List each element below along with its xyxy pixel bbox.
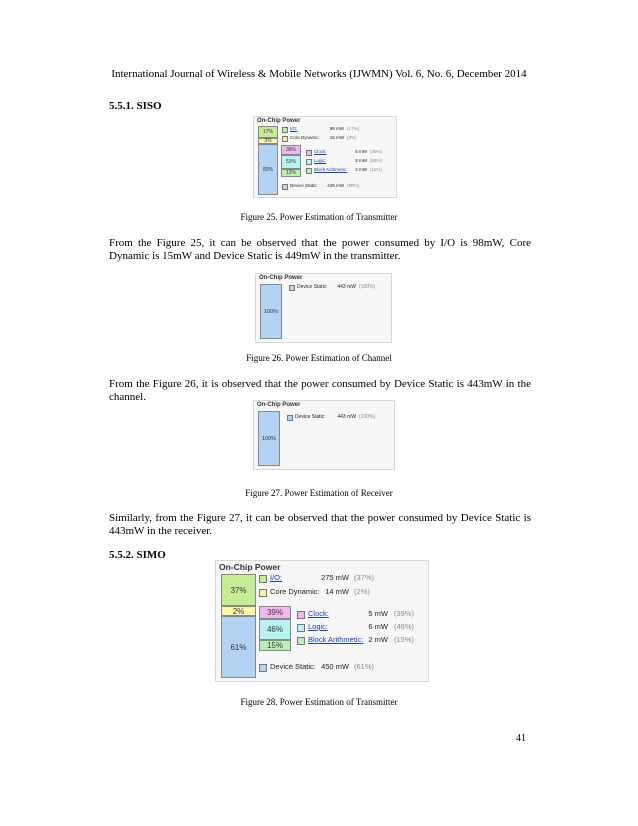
io-percent: (17%) xyxy=(347,126,360,131)
static-percent: (100%) xyxy=(359,284,376,290)
paragraph-figure-25: From the Figure 25, it can be observed that the power consumed by I/O is 98mW, Core Dynamic is 15mW and Device Static is 449mW in the transmitter. xyxy=(109,237,531,262)
clock-swatch-icon xyxy=(297,611,305,619)
io-value: 98 mW xyxy=(329,126,344,131)
io-label[interactable]: I/O: xyxy=(270,573,283,582)
figure-27-power-panel xyxy=(253,400,395,470)
bar-static-segment: 80% xyxy=(258,144,278,195)
core-percent: (3%) xyxy=(347,135,357,140)
figure-26-caption: Figure 26. Power Estimation of Channel xyxy=(246,353,392,363)
core-label: Core Dynamic: xyxy=(290,135,320,140)
logic-swatch-icon xyxy=(306,159,312,165)
block-value: 2 mW xyxy=(368,635,388,644)
section-heading-siso: 5.5.1. SISO xyxy=(109,100,162,112)
static-value: 449 mW xyxy=(327,183,344,188)
figure-26-power-panel xyxy=(255,273,392,343)
block-arithmetic-label[interactable]: Block Arithmetic: xyxy=(314,167,348,172)
static-swatch-icon xyxy=(287,415,293,421)
bar-static-segment: 100% xyxy=(258,411,280,466)
block-swatch-icon xyxy=(306,168,312,174)
logic-percent: (46%) xyxy=(394,622,415,631)
static-swatch-icon xyxy=(282,184,288,190)
static-label: Device Static: xyxy=(297,284,328,290)
bar-static-segment: 61% xyxy=(221,616,256,678)
io-value: 275 mW xyxy=(321,573,349,582)
static-swatch-icon xyxy=(259,664,267,672)
logic-swatch-icon xyxy=(297,624,305,632)
page-number: 41 xyxy=(516,733,526,744)
bar-clock-segment: 39% xyxy=(259,606,291,619)
panel-title: On-Chip Power xyxy=(259,275,303,281)
static-label: Device Static: xyxy=(270,662,316,671)
core-value: 15 mW xyxy=(329,135,344,140)
panel-title: On-Chip Power xyxy=(257,118,301,124)
bar-io-segment: 37% xyxy=(221,574,256,606)
static-percent: (80%) xyxy=(347,183,360,188)
io-swatch-icon xyxy=(282,127,288,133)
block-percent: (15%) xyxy=(394,635,415,644)
block-percent: (12%) xyxy=(370,167,383,172)
static-value: 443 mW xyxy=(337,284,356,290)
clock-label[interactable]: Clock: xyxy=(308,609,329,618)
io-swatch-icon xyxy=(259,575,267,583)
logic-label[interactable]: Logic: xyxy=(314,158,327,163)
clock-percent: (39%) xyxy=(394,609,415,618)
bar-logic-segment: 53% xyxy=(281,155,301,169)
static-percent: (100%) xyxy=(359,414,376,420)
core-swatch-icon xyxy=(259,589,267,597)
bar-io-segment: 17% xyxy=(258,126,278,138)
figure-28-power-panel xyxy=(215,560,429,682)
block-swatch-icon xyxy=(297,637,305,645)
bar-block-segment: 12% xyxy=(281,169,301,177)
logic-value: 6 mW xyxy=(368,622,388,631)
logic-percent: (53%) xyxy=(370,158,383,163)
bar-clock-segment: 39% xyxy=(281,145,301,155)
bar-core-segment: 3% xyxy=(258,138,278,144)
static-label: Device Static: xyxy=(295,414,326,420)
static-swatch-icon xyxy=(289,285,295,291)
core-percent: (2%) xyxy=(354,587,370,596)
core-label: Core Dynamic: xyxy=(270,587,320,596)
clock-value: 5 mW xyxy=(355,149,367,154)
section-heading-simo: 5.5.2. SIMO xyxy=(109,549,166,561)
bar-core-segment: 2% xyxy=(221,606,256,616)
paragraph-figure-26: From the Figure 26, it is observed that the power consumed by Device Static is 443mW in the channel. xyxy=(109,378,531,403)
static-value: 450 mW xyxy=(321,662,349,671)
block-value: 2 mW xyxy=(355,167,367,172)
logic-value: 8 mW xyxy=(355,158,367,163)
journal-header: International Journal of Wireless & Mobile Networks (IJWMN) Vol. 6, No. 6, December 2014 xyxy=(111,68,527,80)
figure-27-caption: Figure 27. Power Estimation of Receiver xyxy=(245,488,393,498)
clock-value: 5 mW xyxy=(368,609,388,618)
core-swatch-icon xyxy=(282,136,288,142)
static-label: Device Static: xyxy=(290,183,318,188)
clock-percent: (35%) xyxy=(370,149,383,154)
bar-static-segment: 100% xyxy=(260,284,282,339)
figure-28-caption: Figure 28. Power Estimation of Transmitter xyxy=(240,697,398,707)
static-value: 443 mW xyxy=(337,414,356,420)
logic-label[interactable]: Logic: xyxy=(308,622,329,631)
block-arithmetic-label[interactable]: Block Arithmetic: xyxy=(308,635,364,644)
panel-title: On-Chip Power xyxy=(219,562,281,572)
paragraph-figure-27: Similarly, from the Figure 27, it can be observed that the power consumed by Device Static is 443mW in the receiver. xyxy=(109,512,531,537)
bar-logic-segment: 46% xyxy=(259,619,291,640)
panel-title: On-Chip Power xyxy=(257,402,301,408)
core-value: 14 mW xyxy=(325,587,349,596)
io-percent: (37%) xyxy=(354,573,375,582)
figure-25-power-panel xyxy=(253,116,397,198)
bar-block-segment: 15% xyxy=(259,640,291,651)
clock-swatch-icon xyxy=(306,150,312,156)
io-label[interactable]: I/O: xyxy=(290,126,298,131)
static-percent: (61%) xyxy=(354,662,375,671)
figure-25-caption: Figure 25. Power Estimation of Transmitter xyxy=(240,212,398,222)
clock-label[interactable]: Clock: xyxy=(314,149,327,154)
